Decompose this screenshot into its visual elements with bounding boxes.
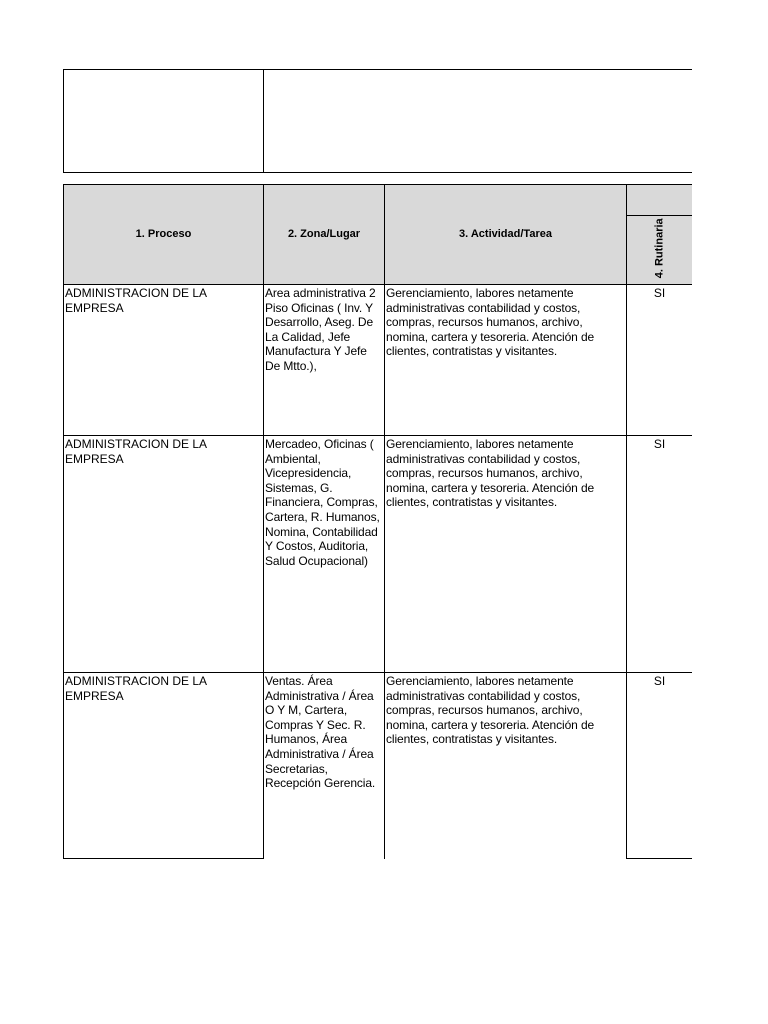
header-box (63, 69, 692, 173)
header-rutinaria-group (627, 185, 692, 216)
cell-rutinaria: SI (627, 285, 693, 436)
table-row (64, 436, 693, 673)
header-row (64, 185, 693, 285)
cell-proceso: ADMINISTRACION DE LA EMPRESA (64, 673, 264, 859)
table-row (64, 285, 693, 436)
cell-proceso: ADMINISTRACION DE LA EMPRESA (64, 285, 264, 436)
table-row (64, 673, 693, 859)
cell-zona: Mercadeo, Oficinas ( Ambiental, Vicepresidencia, Sistemas, G. Financiera, Compras, Cartera, R. Humanos, Nomina, Contabilidad Y Costos, Auditoria, Salud Ocupacional) (264, 436, 385, 673)
cell-actividad: Gerenciamiento, labores netamente administrativas contabilidad y costos, compras, recursos humanos, archivo, nomina, cartera y tesoreria. Atención de clientes, contratistas y visitantes. (385, 436, 627, 673)
header-proceso: 1. Proceso (64, 185, 264, 285)
header-zona: 2. Zona/Lugar (264, 185, 385, 285)
header-divider (263, 70, 264, 172)
risk-matrix-table (63, 184, 692, 859)
header-actividad: 3. Actividad/Tarea (385, 185, 627, 285)
cell-proceso: ADMINISTRACION DE LA EMPRESA (64, 436, 264, 673)
cell-rutinaria: SI (627, 436, 693, 673)
cell-zona: Area administrativa 2 Piso Oficinas ( Inv. Y Desarrollo, Aseg. De La Calidad, Jefe Manufactura Y Jefe De Mtto.), (264, 285, 385, 436)
cell-rutinaria: SI (627, 673, 693, 859)
cell-actividad: Gerenciamiento, labores netamente administrativas contabilidad y costos, compras, recursos humanos, archivo, nomina, cartera y tesoreria. Atención de clientes, contratistas y visitantes. (385, 673, 627, 859)
header-rutinaria-cell (627, 185, 693, 285)
cell-actividad: Gerenciamiento, labores netamente administrativas contabilidad y costos, compras, recursos humanos, archivo, nomina, cartera y tesoreria. Atención de clientes, contratistas y visitantes. (385, 285, 627, 436)
header-rutinaria: 4. Rutinaria (653, 218, 666, 278)
cell-zona: Ventas. Área Administrativa / Área O Y M, Cartera, Compras Y Sec. R. Humanos, Área Administrativa / Área Secretarias, Recepción Gerencia. (264, 673, 385, 859)
